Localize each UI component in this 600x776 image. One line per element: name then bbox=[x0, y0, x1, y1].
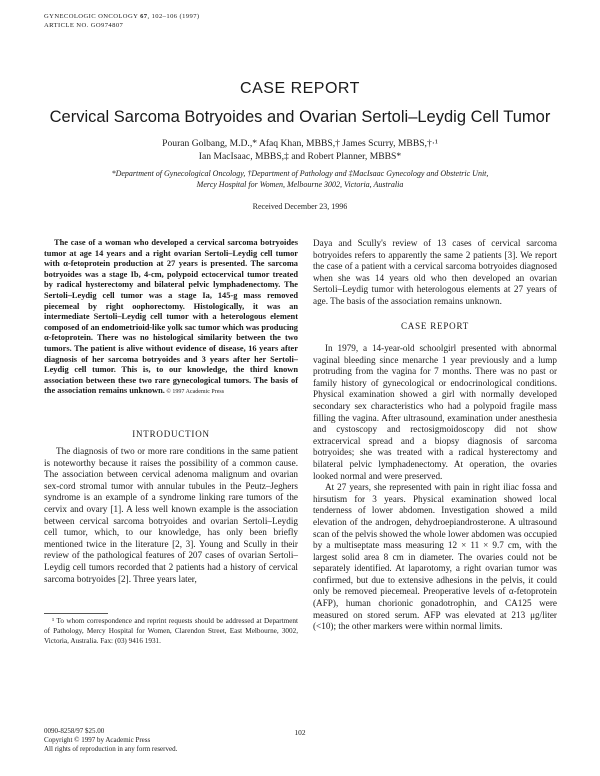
rights-statement: All rights of reproduction in any form reserved. bbox=[44, 745, 178, 753]
article-type: CASE REPORT bbox=[240, 80, 360, 97]
author-list bbox=[0, 137, 600, 163]
introduction-paragraph-1: The diagnosis of two or more rare conditions in the same patient is noteworthy because it raises the possibility of a common cause. The association between cervical adenoma malignum and ovarian sex-cord stromal tumor with annular tubules in the Peutz–Jeghers syndrome is an example of a syndrome linking rare tumors of the cervix and ovary [1]. A less well known example is the association between cervical sarcoma botryoides and ovarian Sertoli–Leydig cell tumor, which, to our knowledge, has only been briefly mentioned twice in the literature [2, 3]. Young and Scully in their review of the pathological features of 207 cases of ovarian Sertoli–Leydig cell tumors recorded that 2 patients had a history of cervical sarcoma botryoides [2]. Three years later, bbox=[44, 446, 298, 584]
authors-line-2: Ian MacIsaac, MBBS,‡ and Robert Planner, MBBS* bbox=[198, 151, 402, 162]
case-report-body bbox=[313, 343, 557, 633]
footnote-divider bbox=[44, 613, 108, 614]
case-report-paragraph-2: At 27 years, she represented with pain in right iliac fossa and hirsutism for 3 years. Physical examination showed local tenderness of lower abdomen. Investigation showed a mild elevation of the androgen, dehydroepiandrosterone. A ultrasound scan of the pelvis showed the whole lower abdomen was occupied by a multiseptate mass measuring 12 × 11 × 9.7 cm, with the largest solid area 8 cm in diameter. The ovaries could not be separately identified. At laparotomy, a right ovarian tumor was confirmed, but due to extensive adhesions in the pelvis, it could only be removed piecemeal. Preoperative levels of α-fetoprotein (AFP), human chorionic gonadotrophin, and CA125 were measured on stored serum. AFP was elevated at 213 μg/liter (<10); the other markers were within normal limits. bbox=[313, 482, 557, 632]
abstract-paragraph bbox=[44, 238, 298, 398]
case-report-heading: CASE REPORT bbox=[400, 321, 470, 331]
affiliation-line-1: *Department of Gynecological Oncology, †Department of Pathology and ‡MacIsaac Gynecology and Obstetric Unit, bbox=[111, 169, 489, 178]
introduction-heading: INTRODUCTION bbox=[132, 429, 210, 439]
introduction-body bbox=[44, 446, 298, 585]
article-title: Cervical Sarcoma Botryoides and Ovarian Sertoli–Leydig Cell Tumor bbox=[49, 108, 551, 126]
journal-name: GYNECOLOGIC ONCOLOGY bbox=[44, 13, 141, 20]
abstract-text: The case of a woman who developed a cervical sarcoma botryoides tumor at age 14 years and a right ovarian Sertoli–Leydig cell tumor with α-fetoprotein production at 27 years is presented. The sarcoma botryoides was a stage Ib, 4-cm, polypoid ectocervical tumor treated by radical hysterectomy and bilateral pelvic lymphadenectomy. The Sertoli–Leydig cell tumor was a stage Ia, 145-g mass removed piecemeal by right oophorectomy. Histologically, it was an intermediate Sertoli–Leydig cell tumor with a heterologous element composed of an endometrioid-like yolk sac tumor which was producing α-fetoprotein. There was no histological similarity between the two tumors. The patient is alive without evidence of disease, 16 years after diagnosis of her sarcoma botryoides and 3 years after her Sertoli–Leydig cell tumor. This is, to our knowledge, the third known association between these two rare gynecological tumors. The basis of the association remains unknown. bbox=[44, 238, 298, 396]
journal-pages: , 102–106 (1997) bbox=[147, 13, 200, 20]
affiliation-line-2: Mercy Hospital for Women, Melbourne 3002, Victoria, Australia bbox=[196, 180, 404, 189]
journal-citation bbox=[44, 12, 200, 21]
introduction-continued bbox=[313, 238, 557, 308]
abstract-copyright: © 1997 Academic Press bbox=[164, 389, 225, 396]
footnote bbox=[44, 617, 298, 646]
case-report-paragraph-1: In 1979, a 14-year-old schoolgirl presented with abnormal vaginal bleeding since menarche 1 year previously and a lump protruding from the vagina for 7 months. There was no past or family history of gynecological or endocrinological conditions. Physical examination showed a girl with normally developed secondary sex characteristics who had a polypoid fragile mass filling the vagina. After ultrasound, examination under anesthesia and cystoscopy and rectosigmoidoscopy did not show extracervical spread and a biopsy diagnosis of sarcoma botryoides; she was treated with a radical hysterectomy and bilateral pelvic lymphadenectomy. At operation, the ovaries looked normal and were preserved. bbox=[313, 343, 557, 481]
page-number: 102 bbox=[294, 728, 306, 737]
issn-price: 0090-8258/97 $25.00 bbox=[44, 727, 105, 735]
authors-line-1: Pouran Golbang, M.D.,* Afaq Khan, MBBS,† James Scurry, MBBS,†·¹ bbox=[162, 138, 438, 149]
journal-volume: 67 bbox=[140, 13, 148, 20]
article-number: ARTICLE NO. GO974807 bbox=[44, 22, 124, 29]
affiliations bbox=[80, 168, 520, 190]
publisher-copyright: Copyright © 1997 by Academic Press bbox=[44, 736, 151, 744]
received-date: Received December 23, 1996 bbox=[252, 202, 348, 211]
abstract bbox=[44, 238, 298, 398]
introduction-paragraph-continued: Daya and Scully's review of 13 cases of cervical sarcoma botryoides refers to apparently the same 2 patients [3]. We report the case of a patient with a cervical sarcoma botryoides diagnosed when she was 14 years old who then developed an ovarian Sertoli–Leydig tumor with heterologous elements at 27 years of age. The basis of the association remains unknown. bbox=[313, 238, 557, 306]
journal-header bbox=[44, 12, 200, 30]
footnote-text: ¹ To whom correspondence and reprint requests should be addressed at Department of Pathology, Mercy Hospital for Women, Clarendon Street, East Melbourne, 3002, Victoria, Australia. Fax: (03) 9416 1931. bbox=[44, 617, 298, 645]
